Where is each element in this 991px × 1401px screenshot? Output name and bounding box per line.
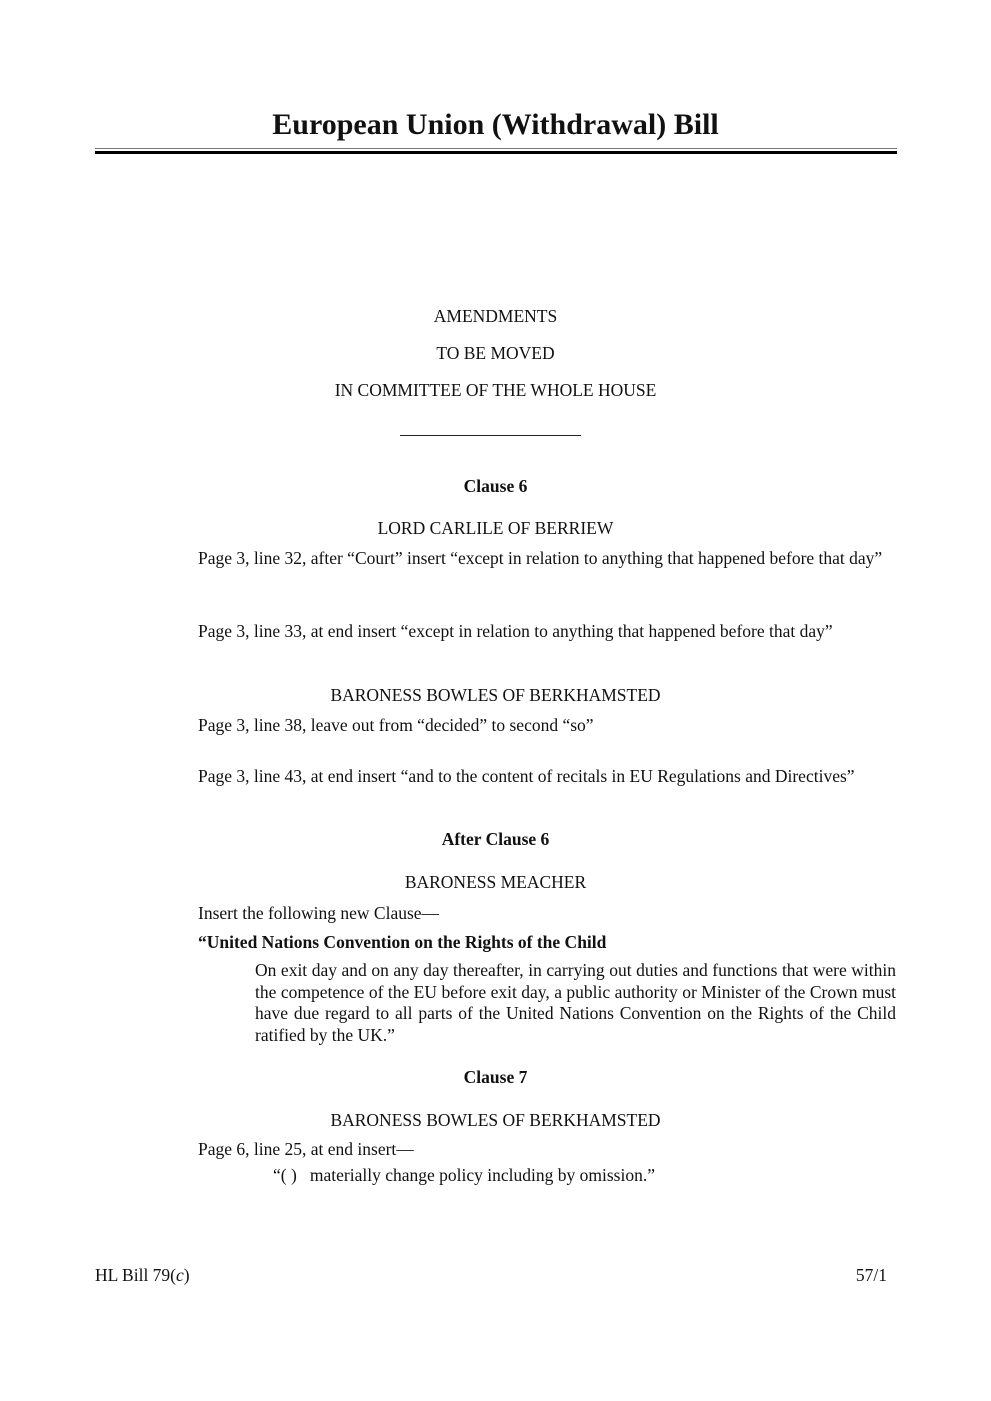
- member-name: BARONESS BOWLES OF BERKHAMSTED: [330, 1110, 661, 1130]
- bill-number-suffix: ): [183, 1265, 190, 1285]
- new-clause-title: “United Nations Convention on the Rights of the Child: [198, 932, 607, 952]
- new-clause-text: On exit day and on any day thereafter, in carrying out duties and functions that were within the competence of the EU before exit day, a public authority or Minister of the Crown must have due regard to all parts of the United Nations Convention on the Rights of the Child ratified by the UK.”: [255, 960, 896, 1045]
- amendment-intro: Insert the following new Clause—: [198, 903, 440, 923]
- heading-committee: IN COMMITTEE OF THE WHOLE HOUSE: [334, 380, 657, 400]
- member-name: BARONESS BOWLES OF BERKHAMSTED: [330, 685, 661, 705]
- bill-number-prefix: HL Bill 79(: [95, 1265, 177, 1285]
- section-heading-clause-7: Clause 7: [463, 1067, 528, 1087]
- amendment: Page 3, line 38, leave out from “decided” to second “so”: [198, 715, 594, 735]
- amendment: Page 3, line 32, after “Court” insert “except in relation to anything that happened before that day”: [198, 548, 883, 568]
- heading-amendments: AMENDMENTS: [433, 306, 558, 326]
- document-title: European Union (Withdrawal) Bill: [272, 108, 719, 141]
- member-name: BARONESS MEACHER: [404, 872, 587, 892]
- title-rule-thin: [95, 148, 897, 149]
- section-heading-after-clause-6: After Clause 6: [441, 829, 550, 849]
- page-number: 57/1: [855, 1265, 887, 1285]
- bill-number: [95, 1265, 190, 1286]
- heading-to-be-moved: TO BE MOVED: [436, 343, 555, 363]
- amendment-intro: Page 6, line 25, at end insert—: [198, 1139, 414, 1159]
- member-name: LORD CARLILE OF BERRIEW: [377, 518, 614, 538]
- separator-rule: [400, 435, 581, 436]
- section-heading-clause-6: Clause 6: [463, 476, 528, 496]
- bill-number-letter: c: [176, 1265, 184, 1285]
- title-rule-thick: [95, 151, 897, 154]
- inserted-text: “( ) materially change policy including by omission.”: [273, 1165, 655, 1185]
- amendment: Page 3, line 33, at end insert “except in relation to anything that happened before that day”: [198, 621, 833, 641]
- amendment: Page 3, line 43, at end insert “and to the content of recitals in EU Regulations and Directives”: [198, 766, 855, 786]
